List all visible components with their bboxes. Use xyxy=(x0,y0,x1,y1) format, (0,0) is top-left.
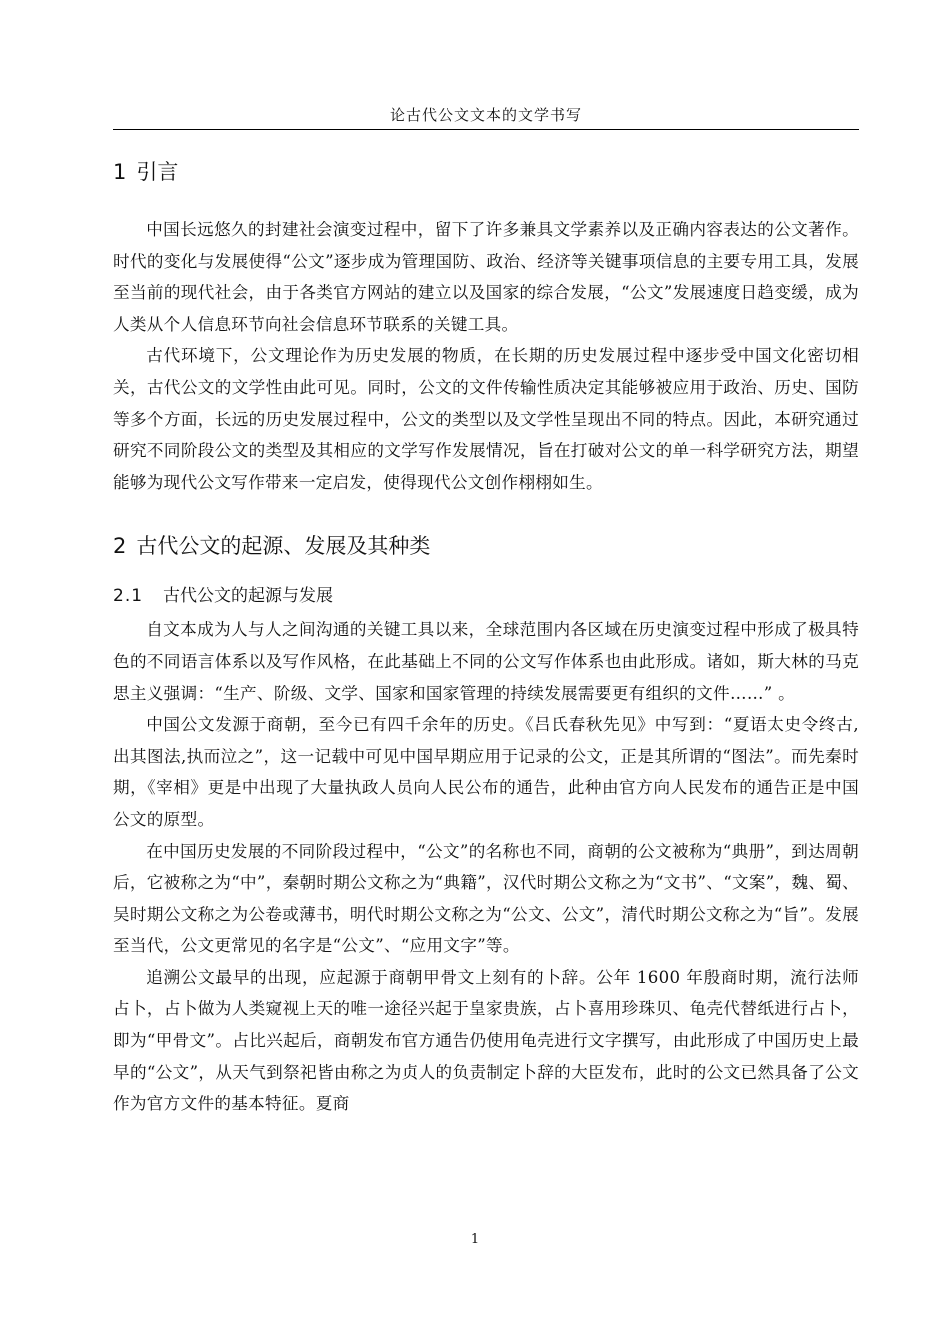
paragraph: 自文本成为人与人之间沟通的关键工具以来，全球范围内各区域在历史演变过程中形成了极具特色的不同语言体系以及写作风格，在此基础上不同的公文写作体系也由此形成。诸如，斯大林的马克思主义强调：“生产、阶级、文学、国家和国家管理的持续发展需要更有组织的文件……” 。 xyxy=(113,620,859,703)
subsection-number: 2.1 xyxy=(113,586,144,607)
paragraph: 古代环境下，公文理论作为历史发展的物质，在长期的历史发展过程中逐步受中国文化密切相关，古代公文的文学性由此可见。同时，公文的文件传输性质决定其能够被应用于政治、历史、国防等多个方面，长远的历史发展过程中，公文的类型以及文学性呈现出不同的特点。因此，本研究通过研究不同阶段公文的类型及其相应的文学写作发展情况，旨在打破对公文的单一科学研究方法，期望能够为现代公文写作带来一定启发，使得现代公文创作栩栩如生。 xyxy=(113,346,859,492)
paragraph: 在中国历史发展的不同阶段过程中，“公文”的名称也不同，商朝的公文被称为“典册”，到达周朝后，它被称之为“中”，秦朝时期公文称之为“典籍”，汉代时期公文称之为“文书”、“文案”，魏、蜀、吴时期公文称之为公卷或薄书，明代时期公文称之为“公文、公文”，清代时期公文称之为“旨”。发展至当代，公文更常见的名字是“公文”、“应用文字”等。 xyxy=(113,841,860,956)
paragraph: 追溯公文最早的出现，应起源于商朝甲骨文上刻有的卜辞。公年 1600 年殷商时期，流行法师占卜，占卜做为人类窥视上天的唯一途径兴起于皇家贵族，占卜喜用珍珠贝、龟壳代替纸进行占卜，即为“甲骨文”。占比兴起后，商朝发布官方通告仍使用龟壳进行文字撰写，由此形成了中国历史上最早的“公文”，从天气到祭祀皆由称之为贞人的负责制定卜辞的大臣发布，此时的公文已然具备了公文作为官方文件的基本特征。夏商 xyxy=(113,967,859,1114)
section-title: 古代公文的起源、发展及其种类 xyxy=(136,534,431,559)
section-number: 1 xyxy=(113,160,127,184)
subsection-title: 古代公文的起源与发展 xyxy=(163,586,334,607)
running-header: 论古代公文文本的文学书写 xyxy=(113,105,859,130)
page-number: 1 xyxy=(470,1232,480,1247)
page-content xyxy=(113,152,859,1120)
paragraph: 中国长远悠久的封建社会演变过程中，留下了许多兼具文学素养以及正确内容表达的公文著作。时代的变化与发展使得“公文”逐步成为管理国防、政治、经济等关键事项信息的主要专用工具，发展至当前的现代社会，由于各类官方网站的建立以及国家的综合发展，“公文”发展速度日趋变缓，成为人类从个人信息环节向社会信息环节联系的关键工具。 xyxy=(113,220,859,334)
subsection-heading xyxy=(113,580,859,612)
section-heading-origins xyxy=(113,526,859,566)
section-heading-introduction xyxy=(113,152,859,192)
section-title: 引言 xyxy=(136,160,179,184)
paragraph: 中国公文发源于商朝，至今已有四千余年的历史。《吕氏春秋先见》中写到：“夏语太史令终古,出其图法,执而泣之”，这一记载中可见中国早期应用于记录的公文，正是其所谓的“图法”。而先秦时期，《宰相》更是中出现了大量执政人员向人民公布的通告，此种由官方向人民发布的通告正是中国公文的原型。 xyxy=(113,715,859,829)
section-number: 2 xyxy=(113,534,127,559)
